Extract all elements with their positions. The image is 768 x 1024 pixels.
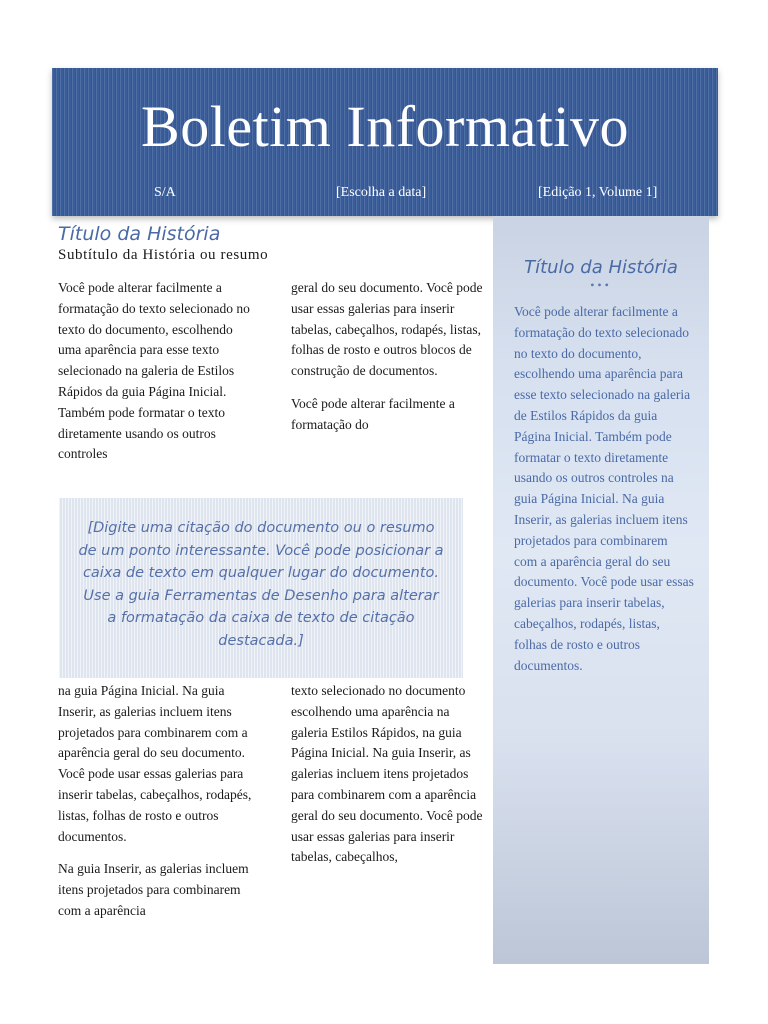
newsletter-title[interactable]: Boletim Informativo xyxy=(141,94,629,159)
sidebar-story-title[interactable]: Título da História xyxy=(524,257,678,278)
story-paragraph[interactable]: Você pode alterar facilmente a formatação do texto selecionado no texto do documento, escolhendo uma aparência para esse texto selecionado na galeria de Estilos Rápidos da guia Página Inicial. Também pode formatar o texto diretamente usando os outros controles xyxy=(58,280,250,462)
organization-field[interactable]: S/A xyxy=(154,185,176,200)
story-title[interactable]: Título da História xyxy=(58,223,221,245)
story-paragraph[interactable]: Você pode alterar facilmente a formatação do xyxy=(291,395,455,432)
sidebar-panel xyxy=(493,216,709,964)
sidebar-story-body[interactable]: Você pode alterar facilmente a formatação do texto selecionado no texto do documento, escolhendo uma aparência para esse texto selecionado na galeria de Estilos Rápidos da guia Página Inicial. Também pode formatar o texto diretamente usando os outros controles na guia Página Inicial. Na guia Inserir, as galerias incluem itens projetados para combinarem com a aparência geral do seu documento. Você pode usar essas galerias para inserir tabelas, cabeçalhos, rodapés, listas, folhas de rosto e outros documentos. xyxy=(514,304,694,673)
story-column-1-bottom xyxy=(58,681,253,934)
masthead-banner xyxy=(52,68,718,216)
story-paragraph[interactable]: geral do seu documento. Você pode usar essas galerias para inserir tabelas, cabeçalhos, rodapés, listas, folhas de rosto e outros blocos de construção de documentos. xyxy=(291,280,483,379)
sidebar-dots-divider: ••• xyxy=(590,278,612,292)
pull-quote-box[interactable] xyxy=(59,498,463,678)
story-subtitle[interactable]: Subtítulo da História ou resumo xyxy=(58,247,269,263)
pull-quote-text[interactable]: [Digite uma citação do documento ou o resumo de um ponto interessante. Você pode posicionar a caixa de texto em qualquer lugar do documento. Use a guia Ferramentas de Desenho para alterar a formatação da caixa de texto de citação destacada.] xyxy=(78,520,444,649)
edition-field[interactable]: [Edição 1, Volume 1] xyxy=(538,185,658,200)
story-paragraph[interactable]: texto selecionado no documento escolhendo uma aparência na galeria Estilos Rápidos, na guia Página Inicial. Na guia Inserir, as galerias incluem itens projetados para combinarem com a aparência geral do seu documento. Você pode usar essas galerias para inserir tabelas, cabeçalhos, xyxy=(291,683,483,865)
story-paragraph[interactable]: na guia Página Inicial. Na guia Inserir, as galerias incluem itens projetados para combinarem com a aparência geral do seu documento. Você pode usar essas galerias para inserir tabelas, cabeçalhos, rodapés, listas, folhas de rosto e outros documentos. xyxy=(58,683,252,844)
story-paragraph[interactable]: Na guia Inserir, as galerias incluem itens projetados para combinarem com a aparência xyxy=(58,861,249,918)
story-column-2-top xyxy=(291,278,486,448)
date-picker-field[interactable]: [Escolha a data] xyxy=(336,185,427,200)
story-column-2-bottom xyxy=(291,681,486,880)
story-column-1-top xyxy=(58,278,253,477)
